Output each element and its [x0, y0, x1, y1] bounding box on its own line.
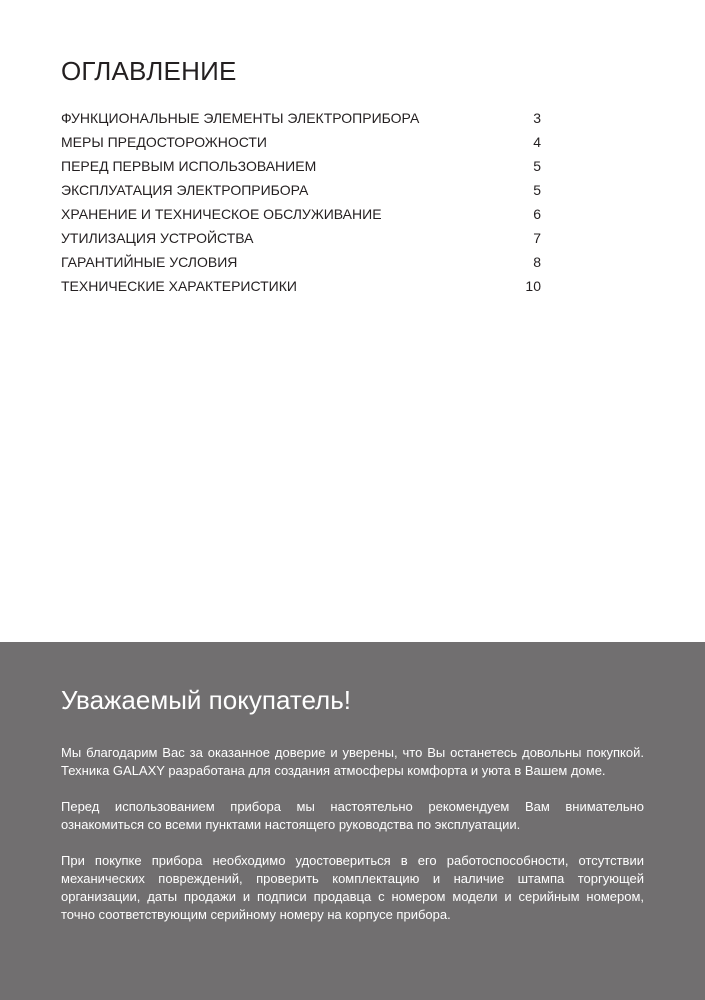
- toc-item-label: ПЕРЕД ПЕРВЫМ ИСПОЛЬЗОВАНИЕМ: [61, 158, 317, 174]
- toc-item[interactable]: [61, 133, 541, 157]
- toc-item-page: 8: [533, 254, 541, 270]
- greeting-title: Уважаемый покупатель!: [61, 685, 351, 715]
- greeting-body: [61, 744, 644, 942]
- greeting-paragraph: Мы благодарим Вас за оказанное доверие и уверены, что Вы останетесь довольны покупкой. Техника GALAXY разработана для создания атмосферы комфорта и уюта в Вашем доме.: [61, 745, 644, 778]
- toc-item[interactable]: [61, 181, 541, 205]
- greeting-paragraph: Перед использованием прибора мы настоятельно рекомендуем Вам внимательно ознакомиться со всеми пунктами настоящего руководства по эксплуатации.: [61, 799, 644, 832]
- toc-item-label: ТЕХНИЧЕСКИЕ ХАРАКТЕРИСТИКИ: [61, 278, 297, 294]
- toc-list: [61, 109, 541, 301]
- toc-item-label: ХРАНЕНИЕ И ТЕХНИЧЕСКОЕ ОБСЛУЖИВАНИЕ: [61, 206, 382, 222]
- toc-title: ОГЛАВЛЕНИЕ: [61, 56, 237, 86]
- toc-item[interactable]: [61, 253, 541, 277]
- toc-item-page: 7: [533, 230, 541, 246]
- toc-item-label: УТИЛИЗАЦИЯ УСТРОЙСТВА: [61, 230, 254, 246]
- toc-item[interactable]: [61, 229, 541, 253]
- toc-item-page: 4: [533, 134, 541, 150]
- toc-item[interactable]: [61, 205, 541, 229]
- greeting-panel: [0, 642, 705, 1000]
- toc-item[interactable]: [61, 109, 541, 133]
- toc-item[interactable]: [61, 157, 541, 181]
- toc-item-label: ЭКСПЛУАТАЦИЯ ЭЛЕКТРОПРИБОРА: [61, 182, 309, 198]
- toc-item-label: ФУНКЦИОНАЛЬНЫЕ ЭЛЕМЕНТЫ ЭЛЕКТРОПРИБОРА: [61, 110, 420, 126]
- toc-item-page: 10: [525, 278, 541, 294]
- greeting-paragraph: При покупке прибора необходимо удостовериться в его работоспособности, отсутствии механических повреждений, проверить комплектацию и наличие штампа торгующей организации, даты продажи и подписи продавца с номером модели и серийным номером, точно соответствующим серийному номеру на корпусе прибора.: [61, 853, 644, 922]
- toc-item-page: 3: [533, 110, 541, 126]
- toc-item-page: 6: [533, 206, 541, 222]
- toc-item-page: 5: [533, 158, 541, 174]
- toc-item-label: ГАРАНТИЙНЫЕ УСЛОВИЯ: [61, 254, 238, 270]
- toc-item[interactable]: [61, 277, 541, 301]
- toc-item-page: 5: [533, 182, 541, 198]
- toc-item-label: МЕРЫ ПРЕДОСТОРОЖНОСТИ: [61, 134, 267, 150]
